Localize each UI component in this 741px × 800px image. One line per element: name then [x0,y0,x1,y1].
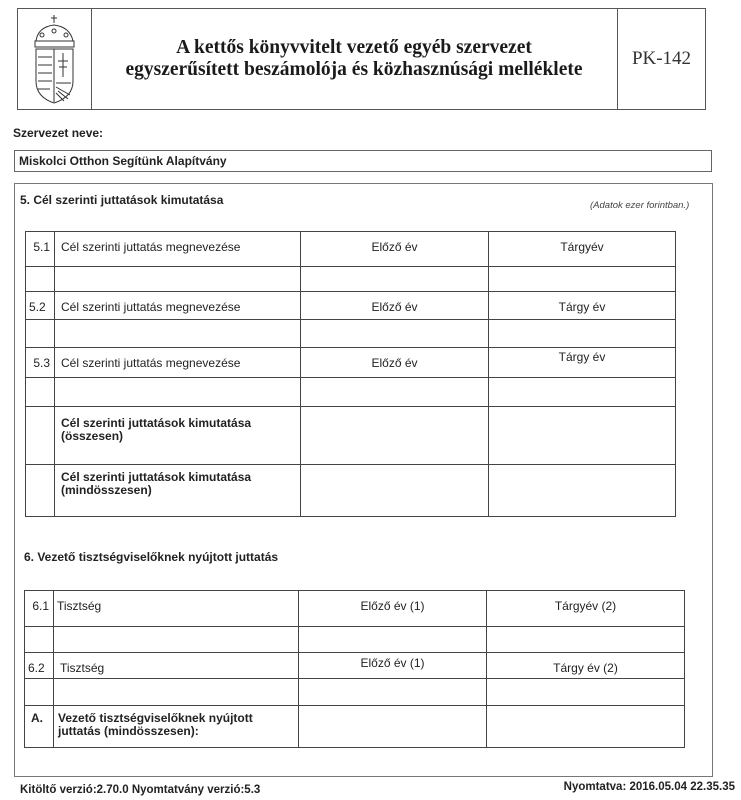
section6-title: 6. Vezető tisztségviselőknek nyújtott juttatás [24,550,279,564]
print-timestamp: Nyomtatva: 2016.05.04 22.35.35 [563,781,735,793]
table-row-input [26,267,676,292]
empty-cell [26,267,55,292]
curr-year-input-cell[interactable] [489,320,676,348]
row-label: Tisztség [54,653,299,679]
total-prev-year-cell[interactable] [299,706,487,748]
table-row-input [26,320,676,348]
table-row-header [25,591,685,627]
table-row-total [26,407,676,465]
row-number: 5.3 [26,348,55,378]
prev-year-header: Előző év [301,348,489,378]
total-prev-year-cell[interactable] [301,407,489,465]
grand-total-curr-year-cell[interactable] [489,465,676,517]
organization-name-field[interactable]: Miskolci Otthon Segítünk Alapítvány [14,150,712,172]
position-input-cell[interactable] [54,679,299,706]
position-input-cell[interactable] [54,627,299,653]
form-code: PK-142 [617,9,705,109]
table-row-header [26,348,676,378]
prev-year-input-cell[interactable] [299,627,487,653]
curr-year-header: Tárgy év [489,348,676,378]
form-title-line2: egyszerűsített beszámolója és közhasznúsági melléklete [125,59,583,80]
logo-cell [18,9,92,109]
curr-year-header: Tárgy év (2) [487,653,685,679]
section5-title: 5. Cél szerinti juttatások kimutatása [20,193,224,207]
curr-year-input-cell[interactable] [487,679,685,706]
prev-year-header: Előző év [301,292,489,320]
prev-year-input-cell[interactable] [301,378,489,407]
empty-cell [26,465,55,517]
prev-year-header: Előző év (1) [299,653,487,679]
row-label: Cél szerinti juttatás megnevezése [55,348,301,378]
empty-cell [26,320,55,348]
total-row-number: A. [25,706,54,748]
section5-table [25,231,676,517]
table-row-header [26,292,676,320]
prev-year-header: Előző év [301,232,489,267]
section6-table [24,590,685,748]
row-number: 6.2 [25,653,54,679]
row-number: 5.1 [26,232,55,267]
name-input-cell[interactable] [55,320,301,348]
row-number: 5.2 [26,292,55,320]
curr-year-header: Tárgyév (2) [487,591,685,627]
prev-year-input-cell[interactable] [301,267,489,292]
row-label: Cél szerinti juttatás megnevezése [55,232,301,267]
curr-year-header: Tárgyév [489,232,676,267]
empty-cell [25,627,54,653]
row-label: Tisztség [54,591,299,627]
form-header [17,8,706,110]
total-label: Cél szerinti juttatások kimutatása (összesen) [55,407,301,465]
name-input-cell[interactable] [55,378,301,407]
empty-cell [26,378,55,407]
hungarian-coat-of-arms-icon [18,9,91,109]
table-row-total [25,706,685,748]
empty-cell [25,679,54,706]
section5-unit-note: (Adatok ezer forintban.) [590,200,690,211]
grand-total-label: Cél szerinti juttatások kimutatása (mindösszesen) [55,465,301,517]
table-row-input [26,378,676,407]
table-row-grand-total [26,465,676,517]
row-label: Cél szerinti juttatás megnevezése [55,292,301,320]
prev-year-input-cell[interactable] [301,320,489,348]
prev-year-header: Előző év (1) [299,591,487,627]
grand-total-prev-year-cell[interactable] [301,465,489,517]
curr-year-input-cell[interactable] [489,267,676,292]
organization-label: Szervezet neve: [13,126,104,140]
table-row-input [25,627,685,653]
form-title [91,9,617,109]
table-row-header [26,232,676,267]
curr-year-header: Tárgy év [489,292,676,320]
curr-year-input-cell[interactable] [487,627,685,653]
table-row-header [25,653,685,679]
row-number: 6.1 [25,591,54,627]
table-row-input [25,679,685,706]
curr-year-input-cell[interactable] [489,378,676,407]
prev-year-input-cell[interactable] [299,679,487,706]
name-input-cell[interactable] [55,267,301,292]
total-label: Vezető tisztségviselőknek nyújtott juttatás (mindösszesen): [54,706,299,748]
form-title-line1: A kettős könyvvitelt vezető egyéb szervezet [176,37,532,58]
version-info: Kitöltő verzió:2.70.0 Nyomtatvány verzió:5.3 [20,784,261,796]
total-curr-year-cell[interactable] [489,407,676,465]
total-curr-year-cell[interactable] [487,706,685,748]
empty-cell [26,407,55,465]
